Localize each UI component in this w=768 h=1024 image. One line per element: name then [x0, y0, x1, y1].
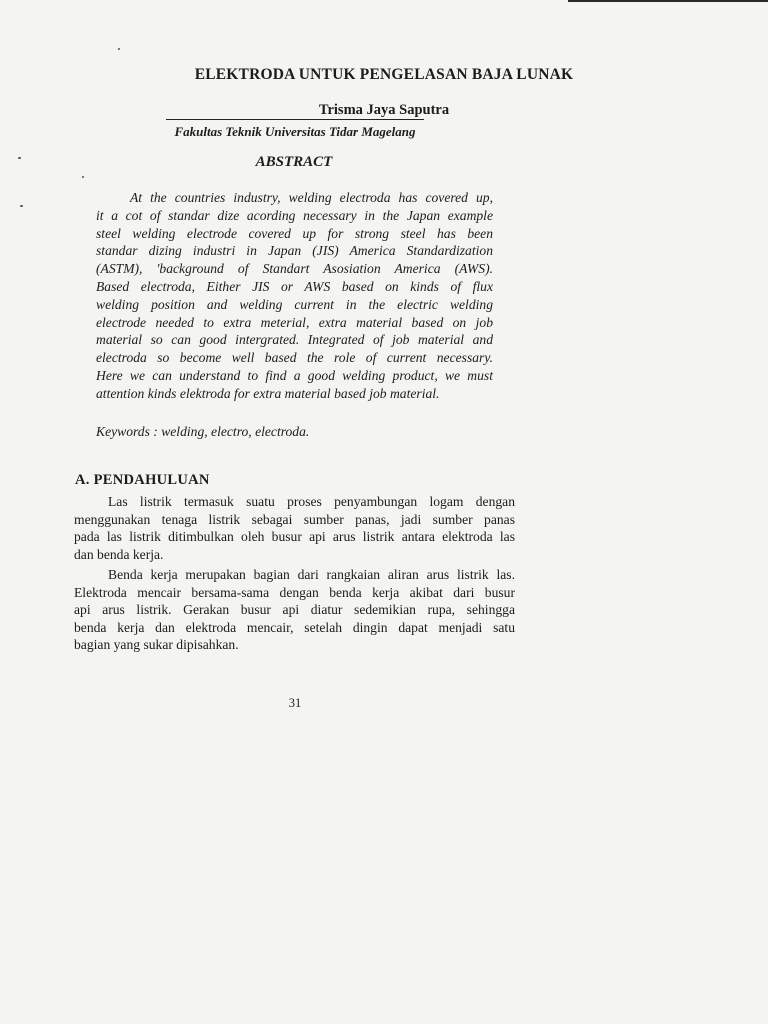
abstract-text [96, 189, 493, 403]
body-paragraph-2 [74, 566, 515, 654]
scan-speck [20, 205, 23, 207]
paragraph-line: api arus listrik. Gerakan busur api diatur sedemikian rupa, sehingga [74, 602, 515, 618]
author-name: Trisma Jaya Saputra [318, 102, 450, 118]
abstract-line: At the countries industry, welding electroda has covered up, [130, 190, 493, 205]
paragraph-line: bagian yang sukar dipisahkan. [74, 637, 239, 653]
abstract-line: steel welding electrode covered up for strong steel has been [96, 225, 493, 241]
abstract-line: standar dizing industri in Japan (JIS) America Standardization [96, 243, 493, 259]
keywords-line: Keywords : welding, electro, electroda. [96, 424, 310, 439]
scan-edge-line [568, 0, 768, 2]
paragraph-line: benda kerja dan elektroda mencair, setelah dingin dapat menjadi satu [74, 619, 515, 635]
abstract-line: Here we can understand to find a good welding product, we must [96, 367, 493, 383]
scan-speck [118, 48, 120, 50]
abstract-line: Based electroda, Either JIS or AWS based on kinds of flux [96, 278, 493, 294]
paragraph-line: menggunakan tenaga listrik sebagai sumber panas, jadi sumber panas [74, 511, 515, 527]
abstract-line: material so can good intergrated. Integrated of job material and [96, 332, 493, 348]
body-paragraph-1 [74, 493, 515, 563]
abstract-line: (ASTM), 'background of Standart Asosiation America (AWS). [96, 261, 493, 277]
author-affiliation: Fakultas Teknik Universitas Tidar Magelang [174, 124, 416, 139]
paragraph-line: pada las listrik ditimbulkan oleh busur api arus listrik antara elektroda las [74, 529, 515, 545]
author-rule [166, 119, 424, 120]
abstract-line: electroda so become well based the role of current necessary. [96, 350, 493, 366]
abstract-line: electrode needed to extra meterial, extra material based on job [96, 314, 493, 330]
paragraph-line: Elektroda mencair bersama-sama dengan benda kerja akibat dari busur [74, 584, 515, 600]
paragraph-line: Benda kerja merupakan bagian dari rangkaian aliran arus listrik las. [108, 567, 515, 582]
paragraph-line: dan benda kerja. [74, 546, 164, 562]
abstract-line: attention kinds elektroda for extra material based job material. [96, 385, 440, 401]
page-number: 31 [288, 696, 302, 710]
abstract-line: it a cot of standar dize acording necessary in the Japan example [96, 207, 493, 223]
paper-title: ELEKTRODA UNTUK PENGELASAN BAJA LUNAK [194, 66, 574, 83]
abstract-heading: ABSTRACT [255, 154, 333, 170]
abstract-line: welding position and welding current in the electric welding [96, 296, 493, 312]
paragraph-line: Las listrik termasuk suatu proses penyambungan logam dengan [108, 494, 515, 509]
section-heading: A. PENDAHULUAN [75, 472, 210, 488]
scan-speck [82, 176, 84, 178]
